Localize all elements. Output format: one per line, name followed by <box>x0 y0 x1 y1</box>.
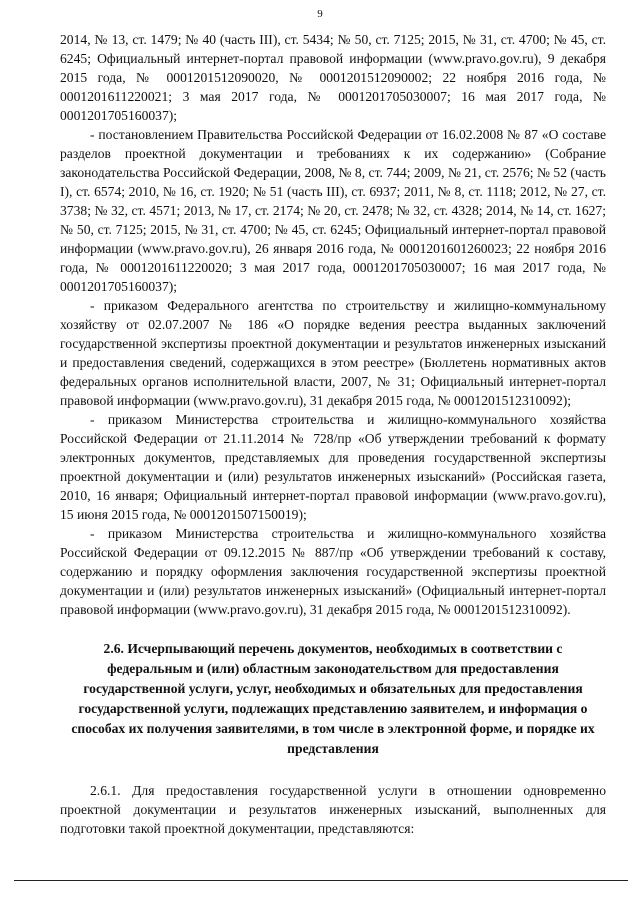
paragraph-order-887: - приказом Министерства строительства и жилищно-коммунального хозяйства Российской Федерации от 09.12.2015 № 887/пр «Об утверждении требований к составу, содержанию и порядку оформления заключения государственной экспертизы проектной документации и (или) результатов инженерных изысканий» (Официальный интернет-портал правовой информации (www.pravo.gov.ru), 31 декабря 2015 года, № 0001201512310092). <box>60 526 606 617</box>
subsection-paragraph: 2.6.1. Для предоставления государственной услуги в отношении одновременно проектной документации и результатов инженерных изысканий, выполненных для подготовки такой проектной документации, представляются: <box>60 783 606 836</box>
paragraph-continuation: 2014, № 13, ст. 1479; № 40 (часть III), ст. 5434; № 50, ст. 7125; 2015, № 31, ст. 4700; № 45, ст. 6245; Официальный интернет-портал правовой информации (www.pravo.gov.ru), 9 декабря 2015 года, № 0001201512090020, № 0001201512090002; 22 ноября 2016 года, № 0001201611220021; 3 мая 2017 года, № 0001201705030007; 16 мая 2017 года, № 0001201705160037); <box>60 32 606 123</box>
paragraph-order-728: - приказом Министерства строительства и жилищно-коммунального хозяйства Российской Федерации от 21.11.2014 № 728/пр «Об утверждении требований к формату электронных документов, представляемых для проведения государственной экспертизы проектной документации и (или) результатов инженерных изысканий» (Российская газета, 2010, 16 января; Официальный интернет-портал правовой информации (www.pravo.gov.ru), 15 июня 2015 года, № 0001201507150019); <box>60 412 606 522</box>
document-body <box>60 30 606 838</box>
footer-divider <box>14 880 628 881</box>
page-number: 9 <box>317 8 323 20</box>
paragraph-decree-87: - постановлением Правительства Российской Федерации от 16.02.2008 № 87 «О составе разделов проектной документации и требованиях к их содержанию» (Собрание законодательства Российской Федерации, 2008, № 8, ст. 744; 2009, № 21, ст. 2576; № 52 (часть I), ст. 6574; 2010, № 16, ст. 1920; № 51 (часть III), ст. 6937; 2011, № 8, ст. 1118; 2012, № 27, ст. 3738; № 32, ст. 4571; 2013, № 17, ст. 2174; № 20, ст. 2478; № 32, ст. 4328; 2014, № 14, ст. 1627; № 50, ст. 7125; 2015, № 31, ст. 4700; № 45, ст. 6245; Официальный интернет-портал правовой информации (www.pravo.gov.ru), 26 января 2016 года, № 0001201601260023; 22 ноября 2016 года, № 0001201611220020; 3 мая 2017 года, 0001201705030007; 16 мая 2017 года, № 0001201705160037); <box>60 127 606 294</box>
section-heading: 2.6. Исчерпывающий перечень документов, необходимых в соответствии с федеральным и (или) областным законодательством для предоставления государственной услуги, услуг, необходимых и обязательных для предоставления государственной услуги, подлежащих представлению заявителем, и информация о способах их получения заявителями, в том числе в электронной форме, и порядке их представления <box>71 641 595 756</box>
paragraph-order-186: - приказом Федерального агентства по строительству и жилищно-коммунальному хозяйству от 02.07.2007 № 186 «О порядке ведения реестра выданных заключений государственной экспертизы проектной документации и результатов инженерных изысканий и предоставления сведений, содержащихся в этом реестре» (Бюллетень нормативных актов федеральных органов исполнительной власти, 2007, № 31; Официальный интернет-портал правовой информации (www.pravo.gov.ru), 31 декабря 2015 года, № 0001201512310092); <box>60 298 606 408</box>
